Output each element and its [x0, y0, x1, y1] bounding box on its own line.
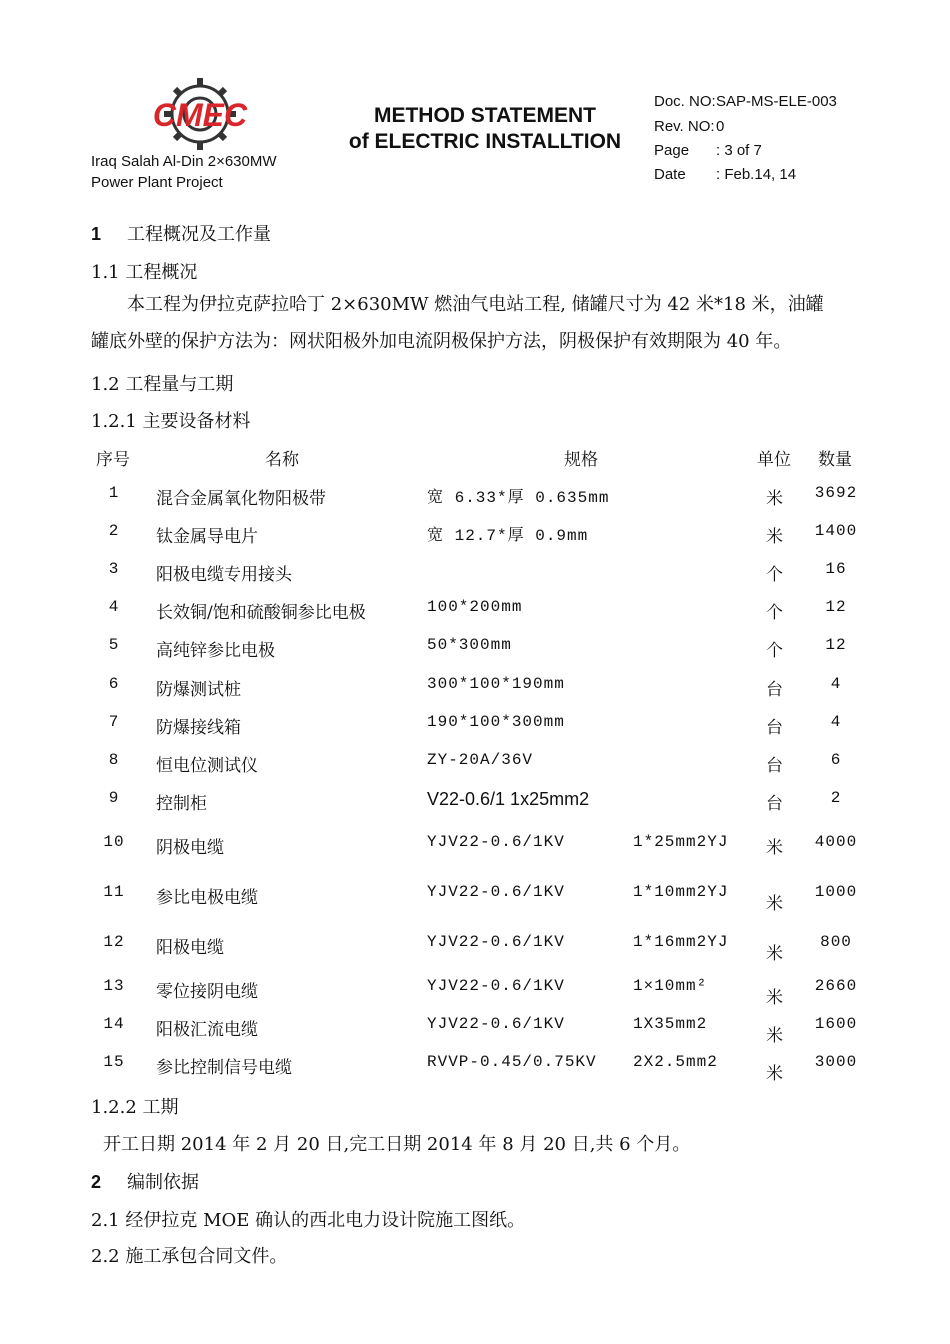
section-1-1-text: 本工程为伊拉克萨拉哈丁 2×630MW 燃油气电站工程, 储罐尺寸为 42 米*18 米，油罐 罐底外壁的保护方法为：网状阳极外加电流阴极保护方法，阴极保护有效期限为 40 年。 [91, 294, 824, 352]
table-header-name: 名称 [265, 450, 299, 470]
table-cell-qty: 1000 [814, 883, 858, 901]
section-1-2-2-text: 开工日期 2014 年 2 月 20 日,完工日期 2014 年 8 月 20 日,共 6 个月。 [103, 1134, 691, 1155]
table-cell-no: 15 [103, 1053, 125, 1071]
table-cell-no: 1 [108, 484, 120, 502]
table-cell-spec2: 1X35mm2 [633, 1015, 708, 1033]
table-cell-qty: 800 [820, 933, 852, 951]
table-cell-qty: 12 [825, 598, 847, 616]
doc-no: Doc. NO:SAP-MS-ELE-003 [654, 93, 837, 110]
table-cell-spec: 50*300mm [427, 636, 512, 654]
table-cell-spec: 100*200mm [427, 598, 523, 616]
section-1-heading: 1 工程概况及工作量 [91, 224, 271, 245]
table-cell-qty: 2 [830, 789, 842, 807]
table-cell-unit: 米 [766, 894, 783, 914]
table-cell-unit: 个 [766, 603, 783, 623]
table-cell-qty: 12 [825, 636, 847, 654]
svg-text:CMEC: CMEC [152, 97, 248, 133]
table-cell-spec: YJV22-0.6/1KV [427, 883, 565, 901]
table-cell-no: 2 [108, 522, 120, 540]
rev-no: Rev. NO:0 [654, 118, 725, 135]
project-name-line2: Power Plant Project [91, 174, 223, 191]
table-cell-spec: RVVP-0.45/0.75KV [427, 1053, 597, 1071]
table-cell-unit: 米 [766, 1064, 783, 1084]
table-cell-qty: 16 [825, 560, 847, 578]
table-cell-name: 恒电位测试仪 [156, 756, 258, 776]
table-cell-qty: 3692 [814, 484, 858, 502]
table-cell-spec2: 1*25mm2YJ [633, 833, 729, 851]
table-cell-spec: 300*100*190mm [427, 675, 565, 693]
table-cell-spec2: 2X2.5mm2 [633, 1053, 718, 1071]
table-cell-name: 控制柜 [156, 794, 207, 814]
table-cell-no: 5 [108, 636, 120, 654]
table-cell-unit: 米 [766, 489, 783, 509]
table-header-unit: 单位 [757, 450, 791, 470]
table-cell-unit: 台 [766, 756, 783, 776]
document-title-line2: of ELECTRIC INSTALLTION [348, 130, 622, 153]
table-cell-name: 阳极电缆 [156, 938, 224, 958]
table-cell-name: 防爆测试桩 [156, 680, 241, 700]
table-cell-name: 零位接阴电缆 [156, 982, 258, 1002]
table-cell-no: 11 [103, 883, 125, 901]
table-cell-name: 参比控制信号电缆 [156, 1058, 292, 1078]
table-header-no: 序号 [96, 450, 130, 470]
table-cell-unit: 米 [766, 1026, 783, 1046]
table-cell-qty: 4 [830, 713, 842, 731]
document-title-line1: METHOD STATEMENT [373, 104, 597, 127]
table-cell-no: 8 [108, 751, 120, 769]
section-1-2-2-heading: 1.2.2 工期 [91, 1097, 179, 1118]
table-cell-unit: 台 [766, 718, 783, 738]
page-number: Page : 3 of 7 [654, 142, 762, 159]
table-cell-spec: 宽 12.7*厚 0.9mm [427, 527, 589, 545]
table-cell-spec2: 1*16mm2YJ [633, 933, 729, 951]
table-cell-unit: 个 [766, 641, 783, 661]
table-cell-spec: YJV22-0.6/1KV [427, 833, 565, 851]
table-cell-qty: 1400 [814, 522, 858, 540]
table-cell-unit: 米 [766, 944, 783, 964]
table-cell-no: 13 [103, 977, 125, 995]
section-1-1-heading: 1.1 工程概况 [91, 262, 198, 283]
table-cell-name: 阳极电缆专用接头 [156, 565, 292, 585]
table-cell-spec: 190*100*300mm [427, 713, 565, 731]
table-cell-spec2: 1*10mm2YJ [633, 883, 729, 901]
table-cell-spec: V22-0.6/1 1x25mm2 [427, 789, 590, 809]
table-cell-spec2: 1×10mm² [633, 977, 708, 995]
table-cell-qty: 4 [830, 675, 842, 693]
table-cell-qty: 1600 [814, 1015, 858, 1033]
table-cell-unit: 台 [766, 680, 783, 700]
table-cell-no: 4 [108, 598, 120, 616]
table-cell-unit: 米 [766, 527, 783, 547]
table-header-qty: 数量 [818, 450, 852, 470]
table-cell-qty: 2660 [814, 977, 858, 995]
section-1-2-1-heading: 1.2.1 主要设备材料 [91, 411, 251, 432]
doc-date: Date : Feb.14, 14 [654, 166, 797, 183]
section-2-heading: 2 编制依据 [91, 1172, 199, 1193]
table-cell-name: 钛金属导电片 [156, 527, 258, 547]
table-cell-spec: 宽 6.33*厚 0.635mm [427, 489, 610, 507]
table-header-spec: 规格 [564, 450, 598, 470]
table-cell-no: 6 [108, 675, 120, 693]
table-cell-no: 14 [103, 1015, 125, 1033]
table-cell-no: 12 [103, 933, 125, 951]
table-cell-qty: 3000 [814, 1053, 858, 1071]
table-cell-spec: ZY-20A/36V [427, 751, 534, 769]
table-cell-name: 高纯锌参比电极 [156, 641, 275, 661]
table-cell-qty: 6 [830, 751, 842, 769]
table-cell-unit: 米 [766, 988, 783, 1008]
section-1-2-heading: 1.2 工程量与工期 [91, 374, 234, 395]
table-cell-unit: 米 [766, 838, 783, 858]
table-cell-name: 阳极汇流电缆 [156, 1020, 258, 1040]
table-cell-name: 防爆接线箱 [156, 718, 241, 738]
table-cell-spec: YJV22-0.6/1KV [427, 933, 565, 951]
table-cell-name: 阴极电缆 [156, 838, 224, 858]
table-cell-spec: YJV22-0.6/1KV [427, 977, 565, 995]
section-2-2-text: 2.2 施工承包合同文件。 [91, 1246, 288, 1267]
table-cell-no: 7 [108, 713, 120, 731]
table-cell-name: 混合金属氧化物阳极带 [156, 489, 326, 509]
table-cell-unit: 台 [766, 794, 783, 814]
table-cell-unit: 个 [766, 565, 783, 585]
table-cell-name: 参比电极电缆 [156, 888, 258, 908]
table-cell-no: 9 [108, 789, 120, 807]
project-name-line1: Iraq Salah Al-Din 2×630MW [91, 153, 277, 170]
table-cell-qty: 4000 [814, 833, 858, 851]
table-cell-spec: YJV22-0.6/1KV [427, 1015, 565, 1033]
table-cell-name: 长效铜/饱和硫酸铜参比电极 [156, 603, 366, 623]
table-cell-no: 3 [108, 560, 120, 578]
table-cell-no: 10 [103, 833, 125, 851]
section-2-1-text: 2.1 经伊拉克 MOE 确认的西北电力设计院施工图纸。 [91, 1210, 526, 1231]
